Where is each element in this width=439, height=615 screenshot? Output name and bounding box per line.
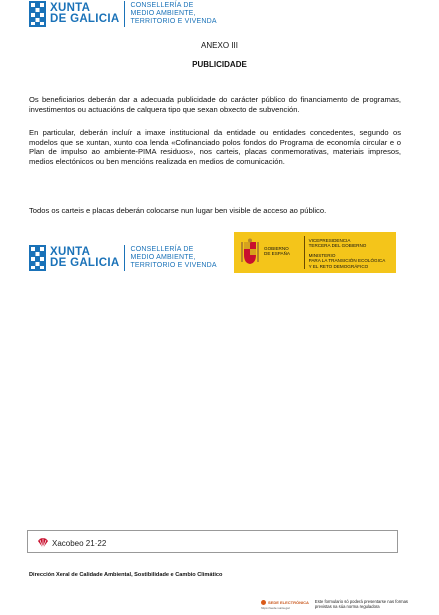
logos-row-xunta-logo — [29, 245, 217, 271]
sede-note: Este formulario só poderá presentarse nas formas previstas na súa norma reguladora — [314, 599, 409, 609]
xacobeo-logo: Xacobeo 21·22 — [37, 537, 106, 549]
paragraph-1: Os beneficiarios deberán dar a adecuada publicidade do carácter público do financiamento de programas, investimentos ou actuacións de calquera tipo que sexan obxecto de subvención. — [29, 95, 401, 114]
paragraph-3: Todos os carteis e placas deberán colocarse nun lugar ben visible de acceso ao público. — [29, 206, 327, 215]
conselleria-name: CONSELLERÍA DE MEDIO AMBIENTE, TERRITORIO E VIVENDA — [130, 1, 217, 26]
document-title: PUBLICIDADE — [192, 60, 247, 69]
sede-electronica-block — [261, 600, 411, 610]
sede-dot-icon — [261, 600, 266, 605]
ministerio-text: VICEPRESIDENCIA TERCERA DEL GOBIERNO MINISTERIO PARA LA TRANSICIÓN ECOLÓGICA Y EL RETO DEMOGRÁFICO — [308, 238, 386, 269]
conselleria-name: CONSELLERÍA DE MEDIO AMBIENTE, TERRITORIO E VIVENDA — [130, 245, 217, 270]
spain-coat-of-arms-icon — [240, 238, 260, 266]
annex-label: ANEXO III — [201, 41, 238, 50]
logo-separator — [124, 245, 125, 271]
xunta-wordmark: XUNTA DE GALICIA — [50, 2, 120, 25]
gobierno-separator — [304, 236, 305, 269]
paragraph-2: En particular, deberán incluír a imaxe institucional da entidade ou entidades concedentes, segundo os modelos que se xuntan, xunto coa lenda «Cofinanciado polos fondos do Programa de economía circular e o Plan de impulso ao ambiente-PIMA residuos», nos carteis, placas conmemorativas, materiais impresos, medios electónicos ou ben mencións realizada en medios de comunicación. — [29, 128, 401, 166]
gobierno-espana-logo — [234, 232, 396, 273]
logo-separator — [124, 1, 125, 27]
xacobeo-shell-icon — [37, 537, 49, 549]
xunta-wordmark: XUNTA DE GALICIA — [50, 246, 120, 269]
galicia-emblem-icon — [29, 1, 46, 27]
header-xunta-logo — [29, 1, 217, 27]
galicia-emblem-icon — [29, 245, 46, 271]
sede-url[interactable]: https://sede.xunta.gal — [261, 606, 290, 610]
sede-logo-group — [261, 600, 309, 610]
gobierno-text: GOBIERNO DE ESPAÑA — [264, 246, 290, 257]
sede-logo: SEDE ELECTRÓNICA — [261, 600, 309, 605]
footer-department: Dirección Xeral de Calidade Ambiental, Sostibilidade e Cambio Climático — [29, 572, 223, 578]
